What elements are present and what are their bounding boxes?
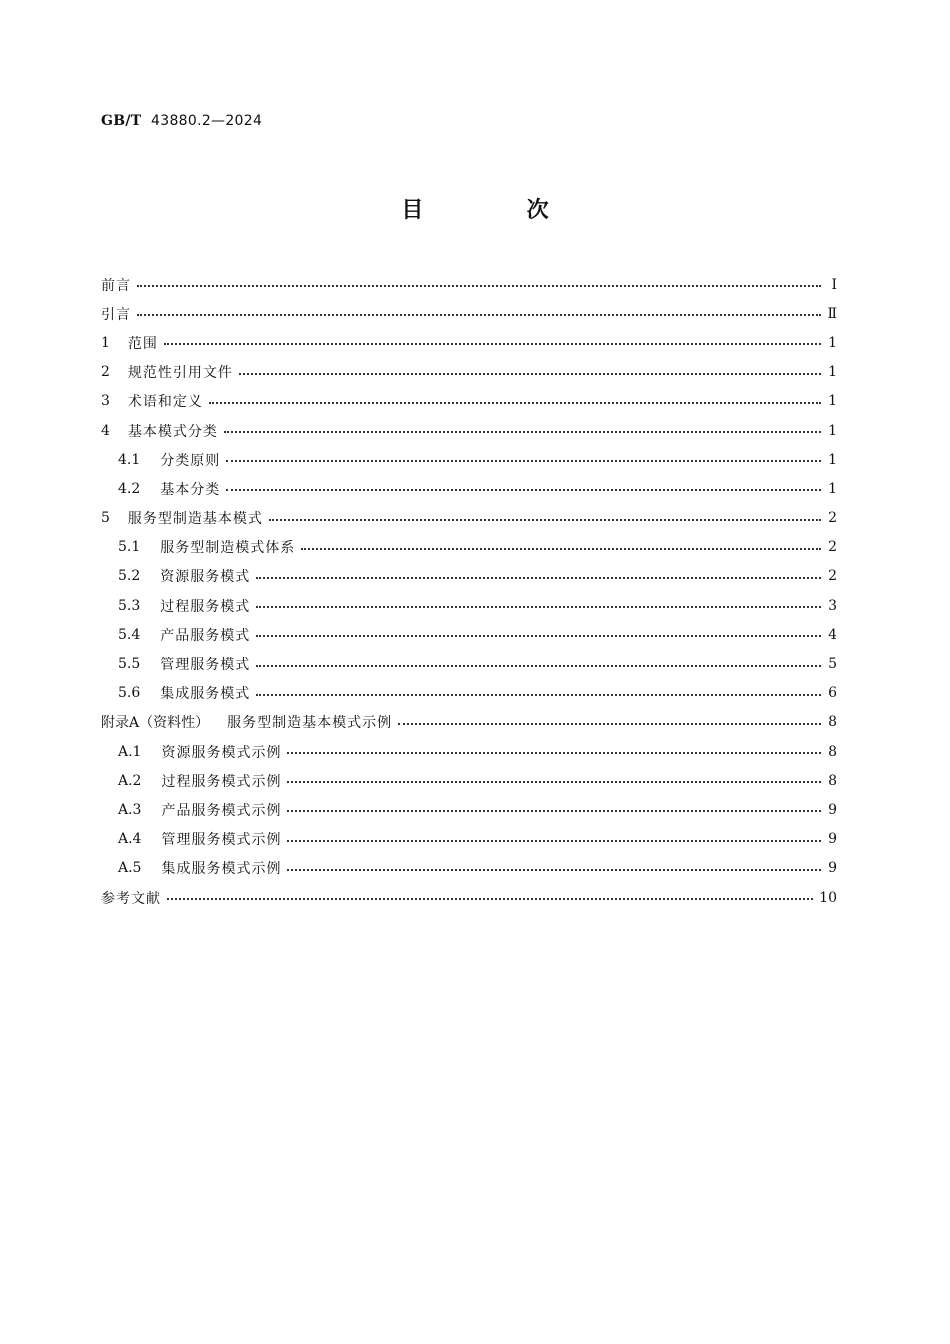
document-code-number: 43880.2—2024 [151, 113, 263, 129]
toc-entry-label: 基本模式分类 [127, 423, 218, 440]
toc-leader-dots [164, 342, 821, 345]
toc-entry[interactable] [101, 679, 837, 708]
toc-leader-dots [256, 664, 821, 667]
toc-entry-number: 4.2 [118, 480, 141, 497]
toc-entry-page: 1 [828, 451, 837, 468]
toc-entry-label: 管理服务模式示例 [161, 832, 282, 849]
toc-entry[interactable] [101, 591, 837, 620]
toc-entry-label: 范围 [127, 335, 158, 352]
toc-entry-label: 资源服务模式示例 [161, 744, 282, 761]
toc-leader-dots [209, 401, 821, 404]
document-code [101, 113, 262, 129]
toc-leader-dots [167, 897, 813, 900]
toc-leader-dots [239, 372, 821, 375]
toc-entry-page: 2 [828, 539, 837, 556]
toc-leader-dots [287, 839, 821, 842]
toc-leader-dots [256, 693, 821, 696]
toc-entry-page: 8 [828, 772, 837, 789]
toc-leader-dots [301, 547, 821, 550]
toc-entry-label: 集成服务模式示例 [161, 861, 282, 878]
toc-entry-label: 资源服务模式 [160, 569, 251, 586]
toc-entry[interactable] [101, 387, 837, 416]
page-title [0, 193, 950, 224]
toc-entry-number: 5.4 [118, 626, 141, 643]
toc-entry[interactable] [101, 562, 837, 591]
toc-leader-dots [287, 809, 821, 812]
toc-entry[interactable] [101, 358, 837, 387]
toc-entry-number: 附录A（资料性） [101, 715, 210, 732]
toc-entry[interactable] [101, 474, 837, 503]
toc-leader-dots [226, 459, 821, 462]
toc-entry-number: 2 [101, 364, 110, 381]
toc-leader-dots [287, 868, 821, 871]
toc-entry-label: 引言 [101, 306, 131, 323]
toc-entry-number: 5.5 [118, 656, 141, 673]
toc-entry[interactable] [101, 445, 837, 474]
toc-entry-label: 规范性引用文件 [127, 365, 233, 382]
toc-entry-number: A.5 [118, 860, 142, 877]
toc-entry-page: 9 [828, 860, 837, 877]
toc-entry[interactable] [101, 328, 837, 357]
toc-entry-page: 5 [828, 656, 837, 673]
document-code-prefix: GB/T [101, 113, 142, 129]
toc-entry-number: 1 [101, 334, 110, 351]
toc-entry-number: A.2 [118, 772, 142, 789]
toc-leader-dots [256, 634, 821, 637]
toc-entry-label: 参考文献 [101, 890, 161, 907]
toc-entry[interactable] [101, 766, 837, 795]
toc-entry-page: 4 [828, 626, 837, 643]
toc-entry[interactable] [101, 649, 837, 678]
toc-leader-dots [137, 284, 821, 287]
toc-entry-label: 产品服务模式示例 [161, 802, 282, 819]
toc-entry-label: 产品服务模式 [160, 627, 251, 644]
toc-entry-label: 集成服务模式 [160, 686, 251, 703]
toc-entry-page: 3 [828, 597, 837, 614]
toc-entry[interactable] [101, 883, 837, 912]
toc-entry-page: 9 [828, 801, 837, 818]
page-title-char-1: 目 [401, 198, 424, 223]
toc-entry-label: 服务型制造模式体系 [160, 540, 296, 557]
toc-entry-label: 前言 [101, 277, 131, 294]
toc-entry-page: 2 [828, 510, 837, 527]
toc-entry[interactable] [101, 737, 837, 766]
toc-entry-number: 5.2 [118, 568, 141, 585]
toc-leader-dots [256, 605, 821, 608]
toc-leader-dots [226, 488, 821, 491]
toc-entry-page: 1 [828, 364, 837, 381]
toc-entry-label: 术语和定义 [127, 394, 203, 411]
toc-leader-dots [287, 780, 821, 783]
toc-entry-label: 过程服务模式 [160, 598, 251, 615]
toc-entry[interactable] [101, 533, 837, 562]
toc-entry-number: 4 [101, 422, 110, 439]
toc-entry-page: 9 [828, 831, 837, 848]
toc-entry[interactable] [101, 504, 837, 533]
toc-entry-page: 8 [828, 743, 837, 760]
toc-entry-number: 5 [101, 510, 110, 527]
toc-leader-dots [224, 430, 821, 433]
toc-entry[interactable] [101, 825, 837, 854]
toc-entry-page: 10 [819, 889, 837, 906]
toc-entry[interactable] [101, 416, 837, 445]
toc-entry-page: 1 [828, 393, 837, 410]
toc-leader-dots [269, 518, 821, 521]
toc-leader-dots [398, 722, 821, 725]
toc-entry[interactable] [101, 299, 837, 328]
toc-entry-number: A.4 [118, 831, 142, 848]
toc-entry-page: Ⅰ [831, 276, 837, 293]
toc-entry-label: 服务型制造基本模式示例 [227, 715, 393, 732]
toc-entry-label: 过程服务模式示例 [161, 773, 282, 790]
toc-entry-label: 分类原则 [160, 452, 221, 469]
toc-entry[interactable] [101, 708, 837, 737]
toc-entry-label: 基本分类 [160, 481, 221, 498]
toc-leader-dots [137, 313, 821, 316]
page-title-char-2: 次 [526, 198, 549, 223]
toc-entry-page: 1 [828, 480, 837, 497]
toc-entry-number: A.1 [118, 743, 142, 760]
toc-entry-number: A.3 [118, 801, 142, 818]
toc-entry-number: 4.1 [118, 451, 141, 468]
toc-entry-number: 5.3 [118, 597, 141, 614]
toc-entry-page: 6 [828, 685, 837, 702]
toc-leader-dots [287, 751, 821, 754]
toc-entry[interactable] [101, 795, 837, 824]
toc-entry[interactable] [101, 270, 837, 299]
toc-entry-page: 2 [828, 568, 837, 585]
toc-entry-number: 3 [101, 393, 110, 410]
toc-entry-page: Ⅱ [827, 305, 837, 322]
toc-entry-label: 服务型制造基本模式 [127, 511, 263, 528]
toc-entry-label: 管理服务模式 [160, 657, 251, 674]
toc-entry-page: 1 [828, 334, 837, 351]
toc-entry-number: 5.1 [118, 539, 141, 556]
toc-leader-dots [256, 576, 821, 579]
toc-entry-page: 8 [828, 714, 837, 731]
table-of-contents [101, 270, 837, 912]
toc-entry-number: 5.6 [118, 685, 141, 702]
toc-entry-page: 1 [828, 422, 837, 439]
toc-entry[interactable] [101, 620, 837, 649]
toc-entry[interactable] [101, 854, 837, 883]
